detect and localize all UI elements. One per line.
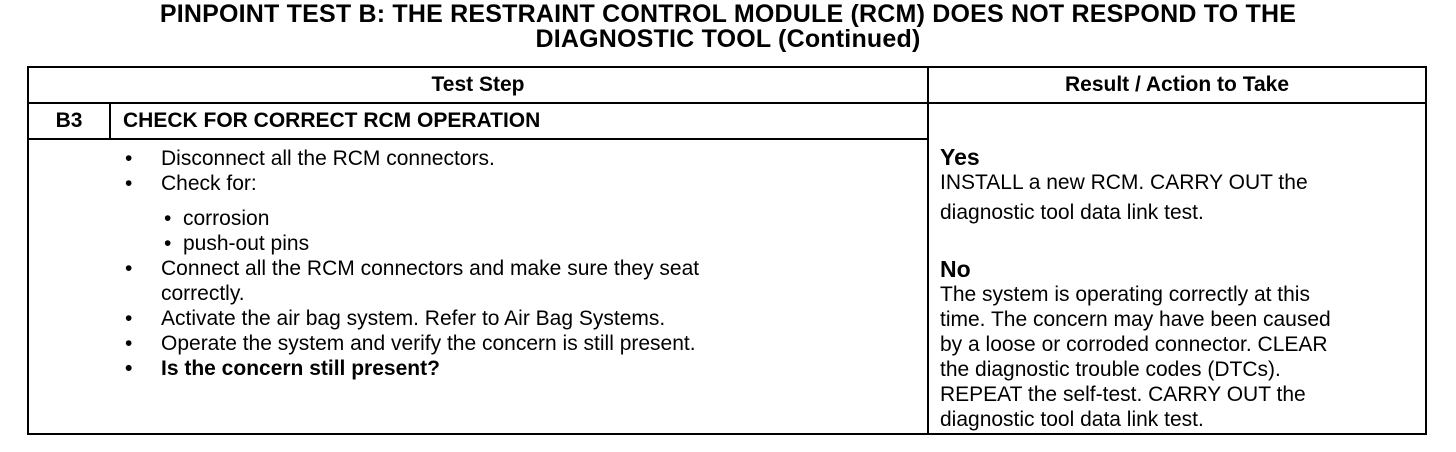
result-yes-label: Yes [940,144,980,170]
bullet-icon: • [125,332,133,355]
step-title: CHECK FOR CORRECT RCM OPERATION [123,109,541,132]
result-yes-text: diagnostic tool data link test. [940,201,1204,224]
result-yes-text: INSTALL a new RCM. CARRY OUT the [940,171,1308,194]
sub-list-item [119,206,919,231]
page-title [0,2,1456,52]
list-item [119,356,919,381]
bullet-icon: • [164,207,172,230]
instruction-text-continued: correctly. [161,282,245,305]
instruction-text: Check for: [161,172,257,195]
bullet-icon: • [125,357,133,380]
result-no-label: No [940,256,971,282]
bullet-icon: • [125,307,133,330]
list-item [119,306,919,331]
result-yes [940,144,1420,225]
instruction-text: Connect all the RCM connectors and make sure they seat [161,257,700,280]
instruction-text: Activate the air bag system. Refer to Air Bag Systems. [161,307,666,330]
question-text: Is the concern still present? [161,357,440,380]
header-divider-right [927,102,1425,104]
result-no-text: The system is operating correctly at this [940,283,1310,306]
step-instructions [119,146,919,381]
step-id-divider [109,102,111,138]
result-no [940,256,1420,432]
result-no-text: the diagnostic trouble codes (DTCs). [940,358,1281,381]
bullet-icon: • [125,147,133,170]
title-line-1: PINPOINT TEST B: THE RESTRAINT CONTROL MODULE (RCM) DOES NOT RESPOND TO THE [159,0,1297,28]
list-item [119,171,919,196]
result-no-text: time. The concern may have been caused [940,308,1331,331]
result-no-text: REPEAT the self-test. CARRY OUT the [940,383,1306,406]
bullet-icon: • [125,172,133,195]
bullet-icon: • [125,257,133,280]
list-item [119,146,919,171]
list-item [119,256,919,306]
sub-instruction-text: corrosion [183,207,270,230]
pinpoint-test-table [27,66,1427,435]
step-title-divider [29,138,927,140]
column-divider [927,68,929,433]
sub-list-item [119,231,919,256]
bullet-icon: • [164,232,172,255]
result-no-text: by a loose or corroded connector. CLEAR [940,333,1328,356]
test-step-header: Test Step [431,73,525,96]
list-item [119,331,919,356]
result-action-header: Result / Action to Take [1064,73,1290,96]
step-id: B3 [55,109,83,132]
instruction-text: Disconnect all the RCM connectors. [161,147,495,170]
instruction-text: Operate the system and verify the concern is still present. [161,332,696,355]
title-line-2: DIAGNOSTIC TOOL (Continued) [535,25,921,53]
sub-instruction-text: push-out pins [183,232,310,255]
result-no-text: diagnostic tool data link test. [940,408,1204,431]
